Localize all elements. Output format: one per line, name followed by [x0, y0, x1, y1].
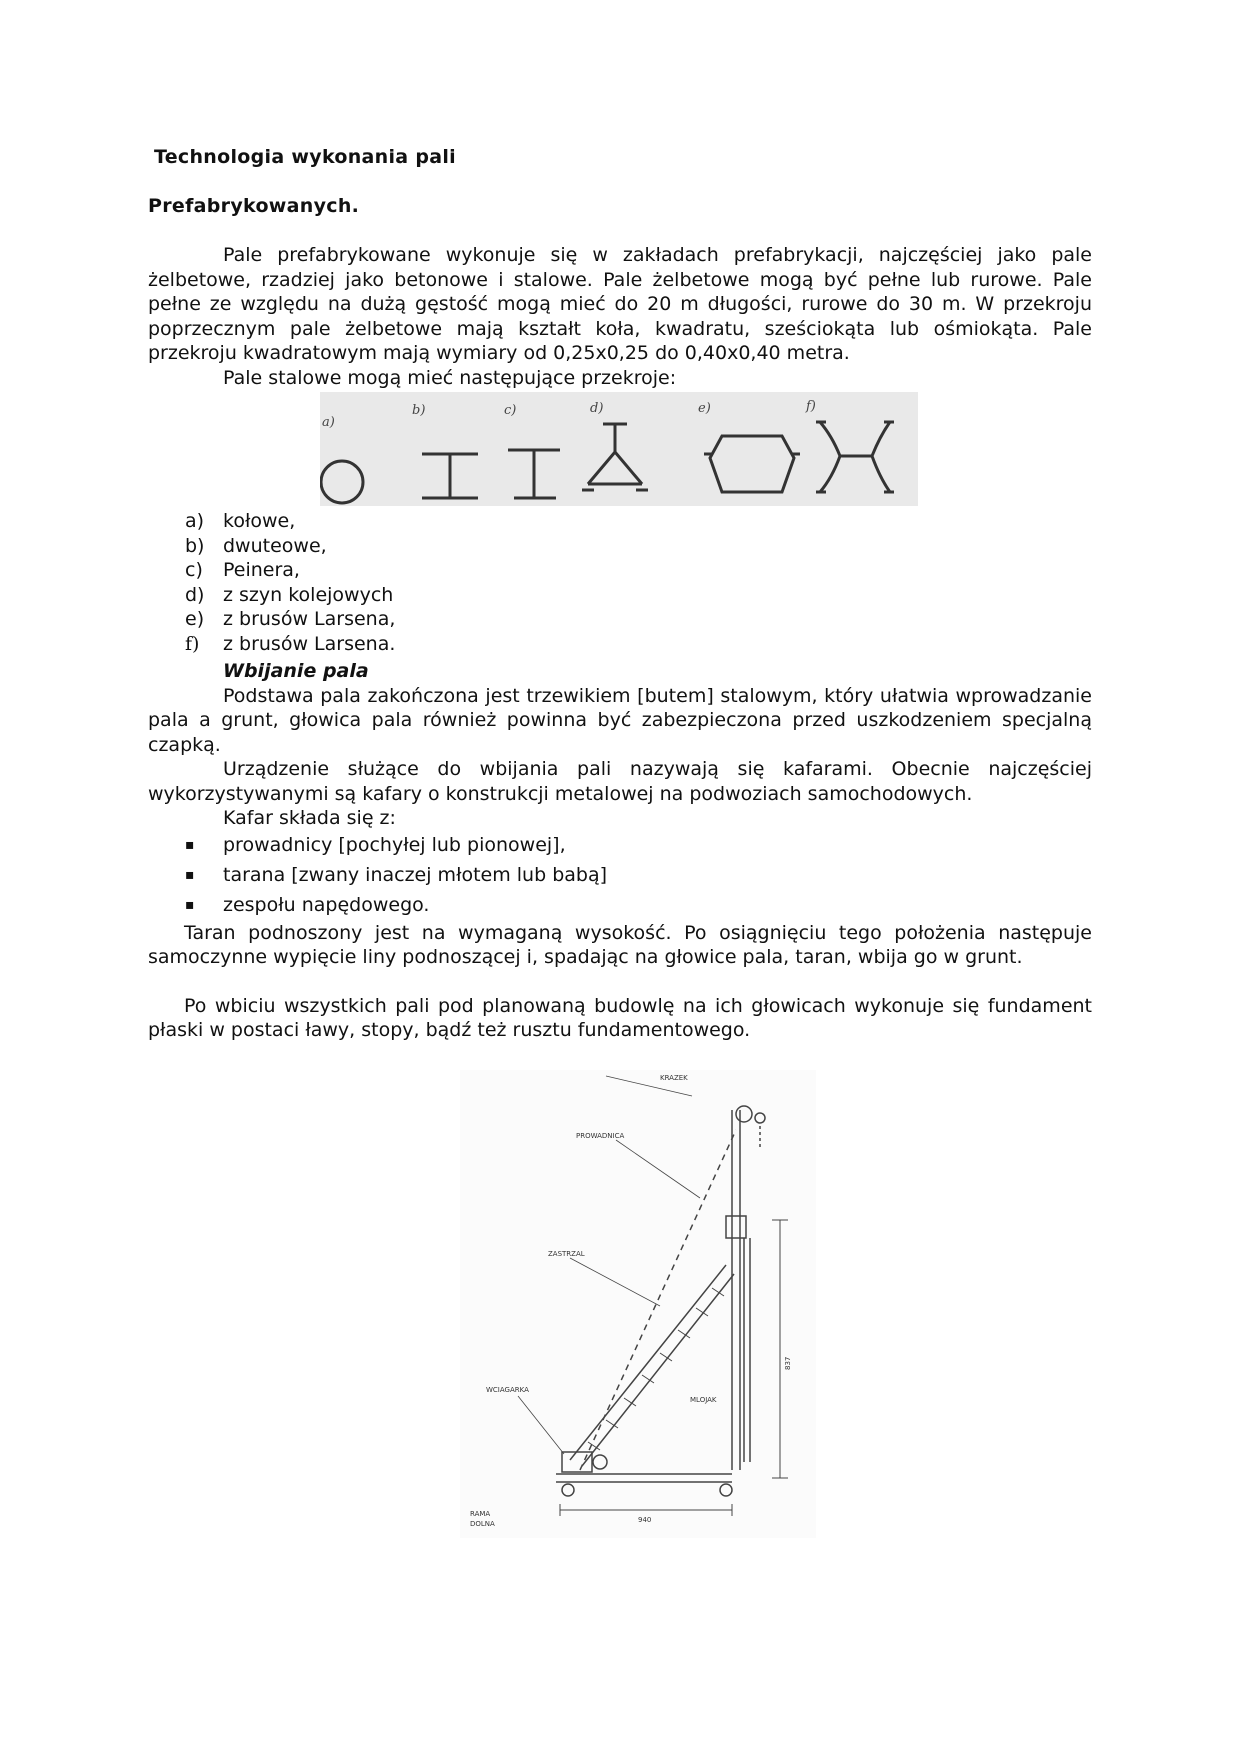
list-item: c) Peinera, [185, 559, 300, 581]
label-mlojak: MLOJAK [690, 1396, 717, 1404]
list-item: e) z brusów Larsena, [185, 608, 396, 630]
hammer-shape [726, 1216, 746, 1238]
base-frame [556, 1474, 732, 1482]
rail-section-shape [582, 424, 648, 490]
larsen-box-section-shape [704, 436, 800, 492]
kafar-paragraph: Urządzenie służące do wbijania pali nazywają się kafarami. Obecnie najczęściej wykorzystywanymi są kafary o konstrukcji metalowej na podwoziach samochodowych. [148, 758, 1092, 805]
leader-winch [518, 1396, 564, 1454]
intro-section [148, 243, 1092, 390]
label-base-dim: 940 [638, 1516, 652, 1524]
shoe-paragraph: Podstawa pala zakończona jest trzewikiem [butem] stalowym, który ułatwia wprowadzanie pala a grunt, głowica pala również powinna być zabezpieczona przed uszkodzeniem specjalną czapką. [148, 684, 1092, 756]
fig-label-c: c) [504, 403, 517, 418]
page-subtitle: Prefabrykowanych. [148, 195, 360, 217]
list-item: d) z szyn kolejowych [185, 583, 394, 606]
list-item: ▪ zespołu napędowego. [185, 894, 430, 917]
page-title: Technologia wykonania pali [154, 146, 456, 168]
label-height-dim: 837 [784, 1356, 792, 1370]
intro-paragraph: Pale prefabrykowane wykonuje się w zakładach prefabrykacji, najczęściej jako pale żelbetowe, rzadziej jako betonowe i stalowe. Pale żelbetowe mogą być pełne lub rurowe. Pale pełne ze względu na dużą gęstość mogą mieć do 20 m długości, rurowe do 30 m. W przekroju poprzecznym pale żelbetowe mają kształt koła, kwadratu, sześciokąta lub ośmiokąta. Pale przekroju kwadratowym mają wymiary od 0,25x0,25 do 0,40x0,40 metra. [148, 244, 1092, 364]
label-rama: RAMA [470, 1510, 491, 1518]
strut-rails [570, 1265, 734, 1466]
label-prowadnica: PROWADNICA [576, 1132, 625, 1140]
list-item: ▪ prowadnicy [pochyłej lub pionowej], [185, 834, 566, 857]
final-paragraph: Po wbiciu wszystkich pali pod planowaną budowlę na ich głowicach wykonuje się fundament płaski w postaci ławy, stopy, bądź też rusztu fundamentowego. [148, 994, 1092, 1041]
leader-guide [616, 1140, 700, 1198]
pulley-small-shape [755, 1113, 765, 1123]
height-dimension-line [772, 1220, 788, 1478]
fig-label-e: e) [698, 401, 711, 416]
list-item: a) kołowe, [185, 510, 296, 532]
winch-drum-shape [593, 1455, 607, 1469]
label-wciagarka: WCIAGARKA [486, 1386, 529, 1394]
list-item: ▪ tarana [zwany inaczej młotem lub babą] [185, 864, 608, 887]
kafar-drawing [460, 1070, 816, 1538]
base-dimension-line [560, 1504, 732, 1516]
i-beam-section-shape [422, 454, 478, 498]
wheel-left-shape [562, 1484, 574, 1496]
circular-section-shape [321, 461, 363, 503]
fig-label-a: a) [322, 415, 335, 430]
label-dolna: DOLNA [470, 1520, 495, 1528]
fig-label-d: d) [590, 401, 604, 416]
kafar-figure [460, 1070, 816, 1538]
cross-section-drawing [320, 392, 918, 506]
cross-section-figure [320, 392, 918, 506]
larsen-pair-section-shape [816, 422, 894, 492]
leader-strut [570, 1258, 660, 1306]
kafar-parts-intro: Kafar składa się z: [223, 807, 396, 829]
pile-lines [744, 1238, 750, 1462]
label-zastrzal: ZASTRZAL [548, 1250, 585, 1258]
label-krazek: KRAZEK [660, 1074, 688, 1082]
list-item: b) dwuteowe, [185, 534, 327, 557]
list-item: f) z brusów Larsena. [185, 632, 396, 655]
section-heading: Wbijanie pala [223, 660, 369, 682]
guide-rails [732, 1110, 740, 1470]
wheel-right-shape [720, 1484, 732, 1496]
pulley-shape [736, 1106, 752, 1122]
kafar-parts-list [148, 831, 1092, 921]
taran-paragraph: Taran podnoszony jest na wymaganą wysokość. Po osiągnięciu tego położenia następuje samoczynne wypięcie liny podnoszącej i, spadając na głowice pala, taran, wbija go w grunt. [148, 921, 1092, 968]
steel-intro: Pale stalowe mogą mieć następujące przekroje: [223, 366, 677, 389]
peiner-section-shape [508, 450, 560, 498]
fig-label-f: f) [806, 399, 816, 414]
fig-label-b: b) [412, 403, 426, 418]
driving-section [148, 659, 1092, 1043]
cross-section-list [185, 509, 395, 656]
